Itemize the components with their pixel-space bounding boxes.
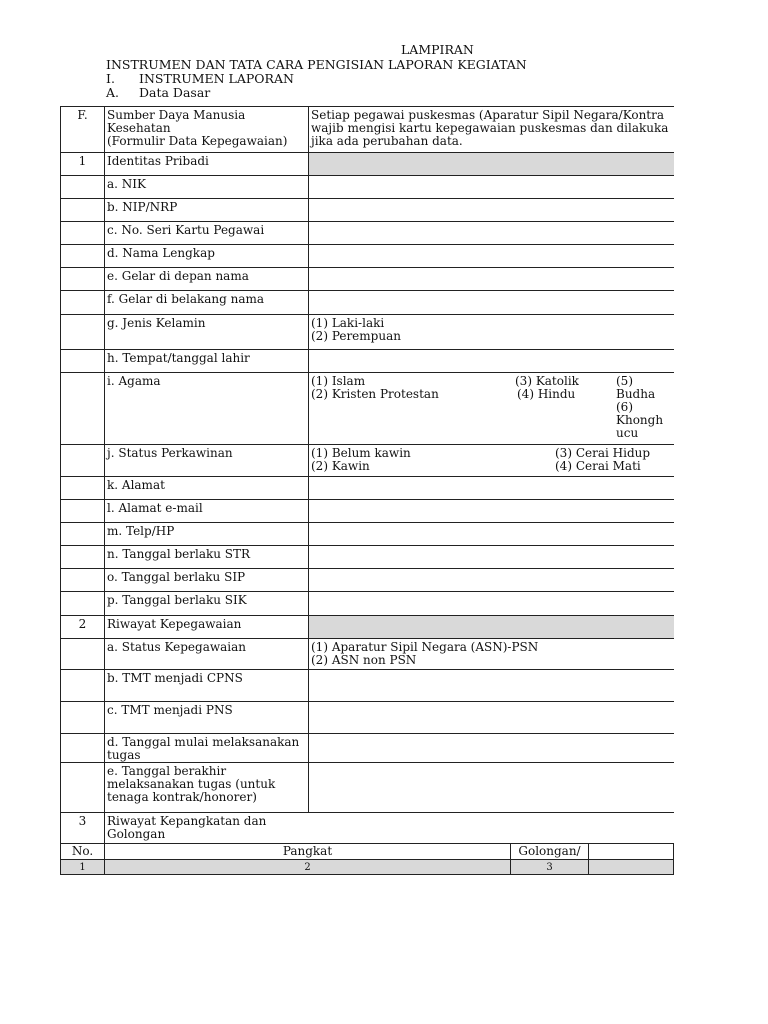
section-title-cell: Identitas Pribadi [105, 153, 309, 176]
section-row-identitas [61, 153, 674, 176]
table-row [61, 639, 674, 670]
table-row [61, 734, 674, 763]
option-text: (3) Katolik [515, 374, 579, 388]
option-text: (2) Perempuan [311, 329, 401, 343]
intro-desc-line: wajib mengisi kartu kepegawaian puskesmas dan dilakuka [311, 121, 669, 135]
field-label: h. Tempat/tanggal lahir [105, 350, 309, 373]
intro-label-line: Sumber Daya Manusia [107, 108, 246, 122]
field-input-cell[interactable] [309, 546, 674, 569]
empty-cell [61, 477, 105, 500]
field-label: c. No. Seri Kartu Pegawai [105, 222, 309, 245]
field-input-cell[interactable] [309, 702, 674, 734]
field-label: b. NIP/NRP [105, 199, 309, 222]
field-label: n. Tanggal berlaku STR [105, 546, 309, 569]
field-input-cell[interactable] [309, 523, 674, 546]
section-number-cell: 3 [61, 813, 105, 844]
table-number-row [61, 860, 674, 875]
option-text: (1) Laki-laki [311, 316, 385, 330]
field-label-line: melaksanakan tugas (untuk [107, 777, 276, 791]
intro-description [309, 107, 674, 153]
empty-cell [61, 245, 105, 268]
table-row [61, 569, 674, 592]
section-number: I. [106, 71, 115, 86]
section-title-line: Golongan [107, 827, 166, 841]
option-text: (6) [616, 400, 633, 414]
field-input-cell[interactable] [309, 268, 674, 291]
empty-cell [61, 315, 105, 350]
subsection-title: Data Dasar [139, 85, 211, 100]
table-row [61, 670, 674, 702]
table-row [61, 199, 674, 222]
section-shaded-cell [309, 616, 674, 639]
table-row [61, 702, 674, 734]
field-input-cell[interactable] [309, 176, 674, 199]
document-title: INSTRUMEN DAN TATA CARA PENGISIAN LAPORAN KEGIATAN [106, 57, 527, 72]
field-label-line: tugas [107, 748, 141, 762]
option-text: Budha [616, 387, 656, 401]
empty-cell [61, 523, 105, 546]
column-number: 2 [105, 860, 511, 875]
field-input-cell[interactable] [309, 734, 674, 763]
field-label-line: e. Tanggal berakhir [107, 764, 227, 778]
table-row [61, 523, 674, 546]
intro-label [105, 107, 309, 153]
table-row [61, 445, 674, 477]
field-input-cell[interactable] [309, 569, 674, 592]
empty-cell [61, 268, 105, 291]
section-title-cell: Riwayat Kepegawaian [105, 616, 309, 639]
empty-cell [61, 350, 105, 373]
empty-cell [61, 500, 105, 523]
empty-cell [61, 569, 105, 592]
religion-options-cell[interactable] [309, 373, 674, 445]
section-number-cell: 2 [61, 616, 105, 639]
table-row [61, 222, 674, 245]
field-label: e. Gelar di depan nama [105, 268, 309, 291]
marital-options-cell[interactable] [309, 445, 674, 477]
empty-cell [309, 813, 674, 844]
field-label: k. Alamat [105, 477, 309, 500]
table-row [61, 546, 674, 569]
option-text: (3) Cerai Hidup [555, 446, 651, 460]
field-input-cell[interactable] [309, 477, 674, 500]
field-label: b. TMT menjadi CPNS [105, 670, 309, 702]
field-label [105, 763, 309, 813]
table-row [61, 315, 674, 350]
gender-options-cell[interactable] [309, 315, 674, 350]
field-label: a. NIK [105, 176, 309, 199]
empty-cell [589, 860, 674, 875]
lampiran-heading: LAMPIRAN [401, 42, 474, 57]
field-input-cell[interactable] [309, 199, 674, 222]
field-input-cell[interactable] [309, 592, 674, 616]
option-text: (2) ASN non PSN [311, 653, 417, 667]
column-number: 3 [511, 860, 589, 875]
intro-desc-line: jika ada perubahan data. [311, 134, 463, 148]
field-label: p. Tanggal berlaku SIK [105, 592, 309, 616]
section-row-kepangkatan [61, 813, 674, 844]
option-text: (2) Kawin [311, 459, 370, 473]
table-header-row [61, 844, 674, 860]
column-number: 1 [61, 860, 105, 875]
field-label: i. Agama [105, 373, 309, 445]
table-row [61, 373, 674, 445]
field-label: j. Status Perkawinan [105, 445, 309, 477]
field-input-cell[interactable] [309, 222, 674, 245]
field-input-cell[interactable] [309, 500, 674, 523]
empty-cell [61, 199, 105, 222]
table-row [61, 245, 674, 268]
empty-header-cell [589, 844, 674, 860]
field-input-cell[interactable] [309, 291, 674, 315]
field-input-cell[interactable] [309, 763, 674, 813]
table-row [61, 477, 674, 500]
field-label: o. Tanggal berlaku SIP [105, 569, 309, 592]
column-header: Pangkat [105, 844, 511, 860]
empty-cell [61, 373, 105, 445]
empty-cell [61, 592, 105, 616]
empty-cell [61, 176, 105, 199]
option-text: (2) Kristen Protestan [311, 387, 439, 401]
field-input-cell[interactable] [309, 670, 674, 702]
option-text: (5) [616, 374, 633, 388]
intro-label-line: (Formulir Data Kepegawaian) [107, 134, 288, 148]
field-label: g. Jenis Kelamin [105, 315, 309, 350]
section-title-line: Riwayat Kepangkatan dan [107, 814, 267, 828]
table-row [61, 500, 674, 523]
option-text: Khongh [616, 413, 664, 427]
empty-cell [61, 222, 105, 245]
option-text: (1) Aparatur Sipil Negara (ASN)-PSN [311, 640, 539, 654]
empty-cell [61, 763, 105, 813]
intro-label-line: Kesehatan [107, 121, 171, 135]
empty-cell [61, 291, 105, 315]
table-row [61, 268, 674, 291]
field-input-cell[interactable] [309, 245, 674, 268]
field-label-line: tenaga kontrak/honorer) [107, 790, 257, 804]
option-text: (4) Hindu [517, 387, 576, 401]
field-label: a. Status Kepegawaian [105, 639, 309, 670]
option-text: (4) Cerai Mati [555, 459, 641, 473]
employment-status-options-cell[interactable] [309, 639, 674, 670]
section-title-cell [105, 813, 309, 844]
column-header: No. [61, 844, 105, 860]
field-label [105, 734, 309, 763]
option-text: (1) Islam [311, 374, 366, 388]
empty-cell [61, 702, 105, 734]
intro-code: F. [61, 107, 105, 153]
table-row [61, 592, 674, 616]
field-label: l. Alamat e-mail [105, 500, 309, 523]
section-number-cell: 1 [61, 153, 105, 176]
option-text: (1) Belum kawin [311, 446, 411, 460]
empty-cell [61, 546, 105, 569]
rank-history-table [60, 843, 674, 875]
intro-desc-line: Setiap pegawai puskesmas (Aparatur Sipil Negara/Kontra [311, 108, 665, 122]
section-title: INSTRUMEN LAPORAN [139, 71, 294, 86]
option-text: ucu [616, 426, 639, 440]
section-shaded-cell [309, 153, 674, 176]
empty-cell [61, 445, 105, 477]
table-row [61, 176, 674, 199]
table-row [61, 763, 674, 813]
field-label: m. Telp/HP [105, 523, 309, 546]
field-label-line: d. Tanggal mulai melaksanakan [107, 735, 300, 749]
form-table [60, 106, 674, 844]
empty-cell [61, 639, 105, 670]
column-header: Golongan/ [511, 844, 589, 860]
empty-cell [61, 670, 105, 702]
empty-cell [61, 734, 105, 763]
field-label: c. TMT menjadi PNS [105, 702, 309, 734]
subsection-number: A. [106, 85, 120, 100]
field-label: d. Nama Lengkap [105, 245, 309, 268]
section-row-kepegawaian [61, 616, 674, 639]
intro-row [61, 107, 674, 153]
field-label: f. Gelar di belakang nama [105, 291, 309, 315]
field-input-cell[interactable] [309, 350, 674, 373]
table-row [61, 291, 674, 315]
table-row [61, 350, 674, 373]
